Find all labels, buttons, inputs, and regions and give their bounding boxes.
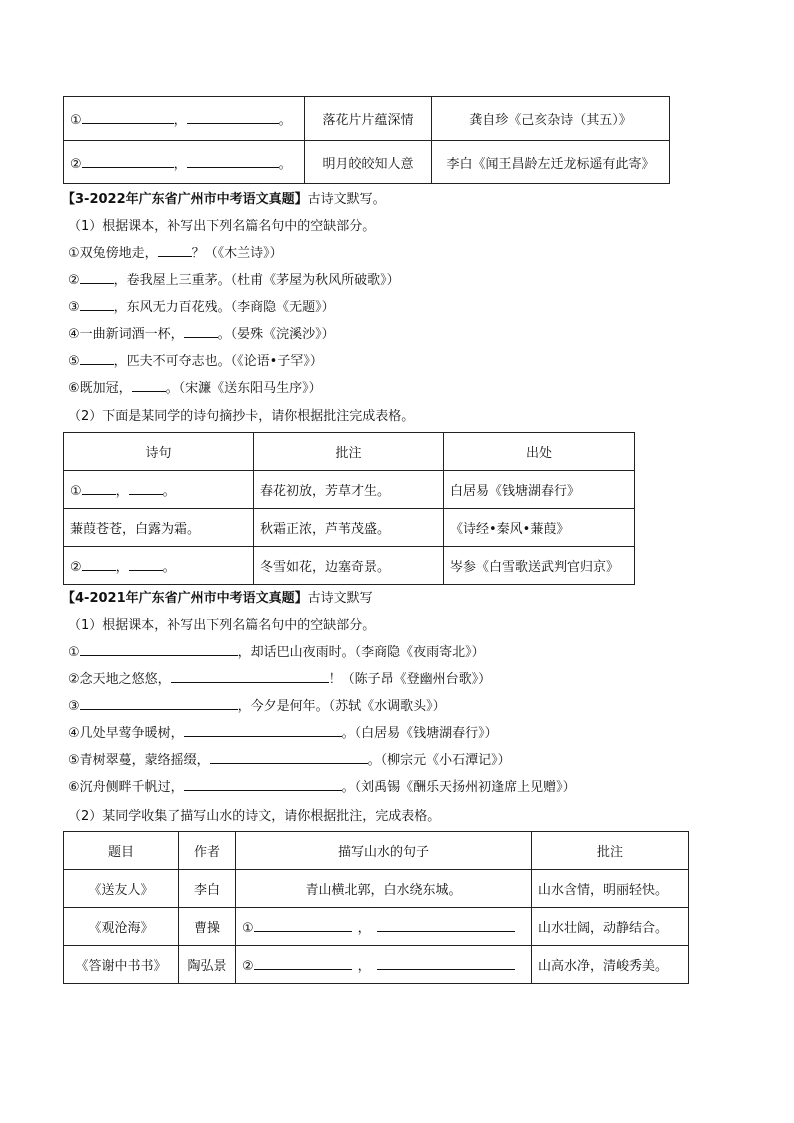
comment-cell: 春花初放，芳草才生。 bbox=[254, 471, 444, 509]
item-text: ，东风无力百花残。（李商隐《无题》） bbox=[113, 300, 335, 315]
list-item bbox=[68, 269, 400, 288]
item-text: 。（刘禹锡《酬乐天扬州初逢席上见赠》） bbox=[341, 780, 576, 795]
column-header: 批注 bbox=[532, 832, 689, 870]
question-2: （2）某同学收集了描写山水的诗文，请你根据批注，完成表格。 bbox=[68, 809, 441, 824]
sentence-cell bbox=[236, 908, 532, 946]
table-row bbox=[64, 471, 635, 509]
section-subtitle: 古诗文默写 bbox=[307, 591, 373, 606]
item-text: ⑤ bbox=[68, 354, 80, 369]
answer-blank[interactable] bbox=[184, 326, 218, 338]
item-text: 。（柳宗元《小石潭记》） bbox=[367, 753, 511, 768]
item-text: ，匹夫不可夺志也。（《论语•子罕》） bbox=[113, 354, 323, 369]
punct: ， bbox=[115, 560, 129, 575]
comment-cell: 明月皎皎知人意 bbox=[305, 141, 432, 184]
item-number: ② bbox=[70, 156, 82, 172]
comment-cell: 山水壮阔，动静结合。 bbox=[532, 908, 689, 946]
answer-blank[interactable] bbox=[254, 919, 352, 932]
comment-cell: 秋霜正浓，芦苇茂盛。 bbox=[254, 509, 444, 547]
list-item bbox=[68, 350, 323, 369]
punct: 。 bbox=[162, 560, 176, 575]
list-item bbox=[68, 641, 485, 660]
item-text: ，卷我屋上三重茅。（杜甫《茅屋为秋风所破歌》） bbox=[113, 273, 400, 288]
answer-blank[interactable] bbox=[80, 643, 238, 656]
column-header: 批注 bbox=[254, 433, 444, 471]
title-cell: 《送友人》 bbox=[64, 870, 179, 908]
list-item bbox=[68, 296, 335, 315]
item-text: ！（陈子昂《登幽州台歌》） bbox=[328, 672, 492, 687]
item-text: ，却话巴山夜雨时。（李商隐《夜雨寄北》） bbox=[237, 645, 485, 660]
table-row bbox=[64, 946, 689, 984]
punct: 。 bbox=[278, 113, 292, 128]
answer-blank[interactable] bbox=[80, 272, 114, 284]
table-row bbox=[64, 509, 635, 547]
answer-blank[interactable] bbox=[377, 957, 515, 970]
item-text: ，今夕是何年。（苏轼《水调歌头》） bbox=[237, 699, 446, 714]
table-row bbox=[64, 547, 635, 585]
answer-blank[interactable] bbox=[82, 111, 174, 124]
section-title: 【3-2022年广东省广州市中考语文真题】 bbox=[62, 192, 308, 207]
punct: ， bbox=[357, 921, 371, 936]
column-header: 描写山水的句子 bbox=[236, 832, 532, 870]
comment-cell: 山水含情，明丽轻快。 bbox=[532, 870, 689, 908]
table-row bbox=[64, 141, 670, 184]
sentence-cell: 青山横北郭，白水绕东城。 bbox=[236, 870, 532, 908]
item-text: 。（白居易《钱塘湖春行》） bbox=[341, 726, 498, 741]
section4-heading bbox=[62, 587, 373, 606]
answer-blank[interactable] bbox=[171, 670, 329, 683]
answer-blank[interactable] bbox=[187, 155, 279, 168]
item-number: ① bbox=[242, 921, 254, 936]
item-text: ？（《木兰诗》） bbox=[191, 246, 283, 261]
punct: ， bbox=[115, 484, 129, 499]
answer-blank[interactable] bbox=[210, 751, 368, 764]
item-number: ① bbox=[70, 113, 82, 128]
answer-blank[interactable] bbox=[158, 245, 192, 257]
question-1: （1）根据课本，补写出下列名篇名句中的空缺部分。 bbox=[68, 219, 376, 234]
answer-blank[interactable] bbox=[82, 155, 174, 168]
author-cell: 曹操 bbox=[179, 908, 236, 946]
item-text: ④几处早莺争暖树， bbox=[68, 726, 184, 741]
source-cell: 龚自珍《己亥杂诗（其五）》 bbox=[432, 97, 670, 141]
list-item bbox=[68, 323, 335, 342]
item-text: ② bbox=[68, 273, 80, 288]
item-text: ⑤青树翠蔓，蒙络摇缀， bbox=[68, 753, 210, 768]
item-text: ⑥既加冠， bbox=[68, 381, 132, 396]
list-item bbox=[68, 695, 446, 714]
verse-cell: 蒹葭苍苍，白露为霜。 bbox=[64, 509, 254, 547]
item-text: ③ bbox=[68, 300, 80, 315]
column-header: 题目 bbox=[64, 832, 179, 870]
source-cell: 岑参《白雪歌送武判官归京》 bbox=[444, 547, 635, 585]
title-cell: 《答谢中书书》 bbox=[64, 946, 179, 984]
comment-cell: 冬雪如花，边塞奇景。 bbox=[254, 547, 444, 585]
question-1: （1）根据课本，补写出下列名篇名句中的空缺部分。 bbox=[68, 618, 376, 633]
punct: ， bbox=[173, 156, 187, 172]
answer-blank[interactable] bbox=[129, 483, 163, 495]
answer-blank[interactable] bbox=[80, 353, 114, 365]
punct: 。 bbox=[162, 484, 176, 499]
answer-blank[interactable] bbox=[82, 559, 116, 571]
punct: ， bbox=[357, 959, 371, 974]
section3-heading bbox=[62, 188, 386, 207]
list-item bbox=[68, 776, 576, 795]
table-header-row bbox=[64, 832, 689, 870]
answer-blank[interactable] bbox=[129, 559, 163, 571]
list-item bbox=[68, 749, 511, 768]
answer-blank[interactable] bbox=[377, 919, 515, 932]
fill-cell bbox=[64, 141, 305, 184]
item-text: 。（晏殊《浣溪沙》） bbox=[217, 327, 335, 342]
answer-blank[interactable] bbox=[187, 111, 279, 124]
item-number: ① bbox=[70, 484, 82, 499]
verse-cell bbox=[64, 471, 254, 509]
landscape-poem-table bbox=[63, 831, 689, 984]
column-header: 诗句 bbox=[64, 433, 254, 471]
answer-blank[interactable] bbox=[80, 299, 114, 311]
question-2: （2）下面是某同学的诗句摘抄卡，请你根据批注完成表格。 bbox=[68, 409, 415, 424]
author-cell: 陶弘景 bbox=[179, 946, 236, 984]
answer-blank[interactable] bbox=[82, 483, 116, 495]
table-row bbox=[64, 97, 670, 141]
sentence-cell bbox=[236, 946, 532, 984]
source-cell: 李白《闻王昌龄左迁龙标遥有此寄》 bbox=[432, 141, 670, 184]
answer-blank[interactable] bbox=[254, 957, 352, 970]
list-item bbox=[68, 377, 322, 396]
section-title: 【4-2021年广东省广州市中考语文真题】 bbox=[62, 591, 308, 606]
source-cell: 《诗经•秦风•蒹葭》 bbox=[444, 509, 635, 547]
excerpt-card-table bbox=[63, 432, 635, 585]
table-row bbox=[64, 908, 689, 946]
comment-cell: 山高水净，清峻秀美。 bbox=[532, 946, 689, 984]
section-subtitle: 古诗文默写。 bbox=[307, 192, 386, 207]
item-text: ⑥沉舟侧畔千帆过， bbox=[68, 780, 184, 795]
table-row bbox=[64, 870, 689, 908]
poem-table-top bbox=[63, 96, 670, 184]
fill-cell bbox=[64, 97, 305, 141]
item-number: ② bbox=[70, 560, 82, 575]
item-number: ② bbox=[242, 959, 254, 974]
title-cell: 《观沧海》 bbox=[64, 908, 179, 946]
column-header: 作者 bbox=[179, 832, 236, 870]
punct: ， bbox=[173, 113, 187, 128]
item-text: 。（宋濂《送东阳马生序》） bbox=[165, 381, 322, 396]
item-text: ① bbox=[68, 645, 80, 660]
item-text: ①双兔傍地走， bbox=[68, 246, 158, 261]
column-header: 出处 bbox=[444, 433, 635, 471]
item-text: ③ bbox=[68, 699, 80, 714]
punct: 。 bbox=[278, 156, 292, 172]
answer-blank[interactable] bbox=[132, 380, 166, 392]
table-header-row bbox=[64, 433, 635, 471]
verse-cell bbox=[64, 547, 254, 585]
comment-cell: 落花片片蕴深情 bbox=[305, 97, 432, 141]
list-item bbox=[68, 722, 498, 741]
item-text: ④一曲新词酒一杯， bbox=[68, 327, 184, 342]
item-text: ②念天地之悠悠， bbox=[68, 672, 171, 687]
source-cell: 白居易《钱塘湖春行》 bbox=[444, 471, 635, 509]
answer-blank[interactable] bbox=[80, 697, 238, 710]
list-item bbox=[68, 668, 491, 687]
list-item bbox=[68, 242, 283, 261]
answer-blank[interactable] bbox=[184, 724, 342, 737]
author-cell: 李白 bbox=[179, 870, 236, 908]
answer-blank[interactable] bbox=[184, 778, 342, 791]
